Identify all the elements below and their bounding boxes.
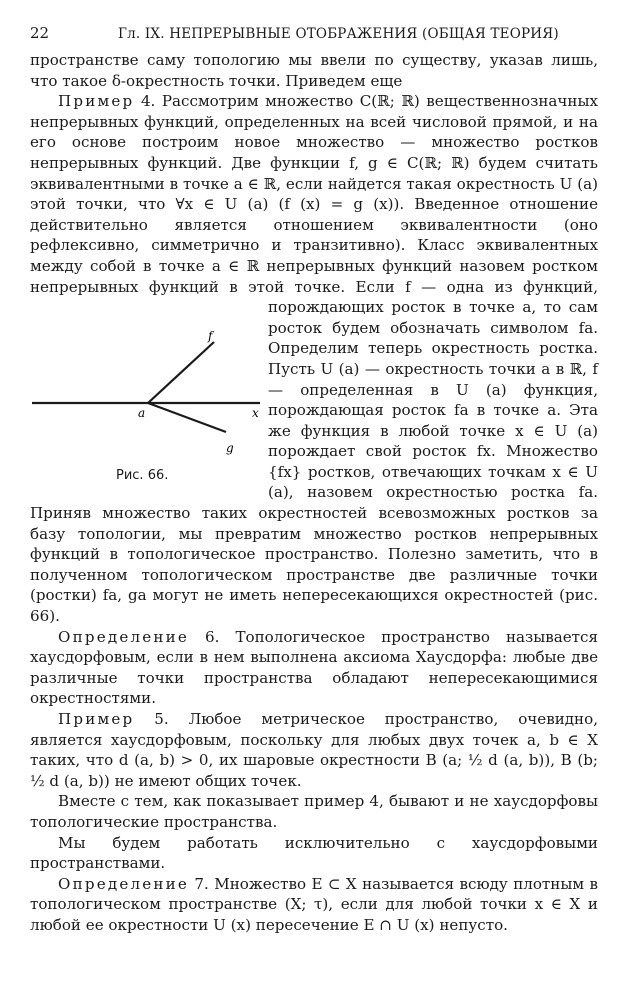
body-text — [30, 50, 598, 936]
definition-7-lead: Определение — [58, 874, 190, 893]
example-4-body: 4. Рассмотрим множество C(ℝ; ℝ) вещественнозначных непрерывных функций, определенных на всей числовой прямой, и на его основе построим новое множество — множество ростков непрерывных функций. Две функции f, g ∈ C(ℝ; ℝ) будем считать эквивалентными в точке a ∈ ℝ, если найдется такая окрестность U (a) этой точки, что ∀x ∈ U (a) (f (x) = g (x)). Введенное отношение действительно является отношением эквивалентности (оно рефлексивно, симметрично и транзитивно). Класс эквивалентных между собой в точке a ∈ ℝ непрерывных функций назовем ростком непрерывных функций в этой точке. Если f — одна из функций, порождающих росток в точке a, — [30, 92, 598, 317]
running-header — [30, 24, 598, 50]
definition-7 — [30, 874, 598, 936]
definition-6-body: 6. Топологическое пространство называется хаусдорфовым, если в нем выполнена аксиома Хаусдорфа: любые две различные точки пространства обладают непересекающимися окрестностями. — [30, 627, 598, 708]
branch-f-line — [148, 342, 214, 403]
definition-6 — [30, 627, 598, 709]
figure-caption: Рис. 66. — [116, 468, 169, 483]
branch-g-line — [148, 403, 226, 432]
label-a: a — [138, 406, 146, 420]
paragraph-intro: пространстве саму топологию мы ввели по существу, указав лишь, что такое δ-окрестность точки. Приведем еще — [30, 51, 598, 90]
definition-7-body: 7. Множество E ⊂ X называется всюду плотным в топологическом пространстве (X; τ), если для любой точки x ∈ X и любой ее окрестности U (x) пересечение E ∩ U (x) непусто. — [30, 874, 598, 934]
label-f: f — [208, 329, 213, 343]
example-5 — [30, 709, 598, 791]
example-4-body-rest: то сам росток будем обозначать символом fa. Определим теперь окрестность ростка. Пусть U (a) — окрестность точки a в ℝ, f — определенная в U (a) функция, порождающая росток fa в точке a. Эта же функция в любой точке x ∈ U (a) порождает свой росток fx. Множество {fx} ростков, отвечающих точкам x ∈ U (a), назовем окрестностью ростка fa. Приняв множество таких окрестностей всевозможных ростков за базу топологии, мы превратим множество ростков непрерывных функций в топологическое пространство. Полезно заметить, что в полученном топологическом пространстве две различные точки (ростки) fa, ga могут не иметь непересекающихся окрестностей (рис. 66). — [30, 298, 598, 626]
example-4-lead: Пример — [58, 92, 135, 111]
paragraph-vmeste: Вместе с тем, как показывает пример 4, бывают и не хаусдорфовы топологические пространства. — [30, 792, 598, 831]
running-title: Гл. IX. НЕПРЕРЫВНЫЕ ОТОБРАЖЕНИЯ (ОБЩАЯ ТЕОРИЯ) — [118, 26, 559, 42]
example-5-lead: Пример — [58, 710, 135, 728]
label-g: g — [226, 441, 234, 455]
figure-66-svg — [30, 300, 270, 490]
definition-6-lead: Определение — [58, 627, 190, 646]
page-number: 22 — [30, 24, 50, 42]
example-5-body: 5. Любое метрическое пространство, очевидно, является хаусдорфовым, поскольку для любых двух точек a, b ∈ X таких, что d (a, b) > 0, их шаровые окрестности B (a; ½ d (a, b)), B (b; ½ d (a, b)) не имеют общих точек. — [30, 710, 598, 790]
label-x: x — [252, 406, 259, 420]
figure-66-diagram — [30, 300, 270, 490]
paragraph-my: Мы будем работать исключительно с хаусдорфовыми пространствами. — [30, 833, 598, 873]
